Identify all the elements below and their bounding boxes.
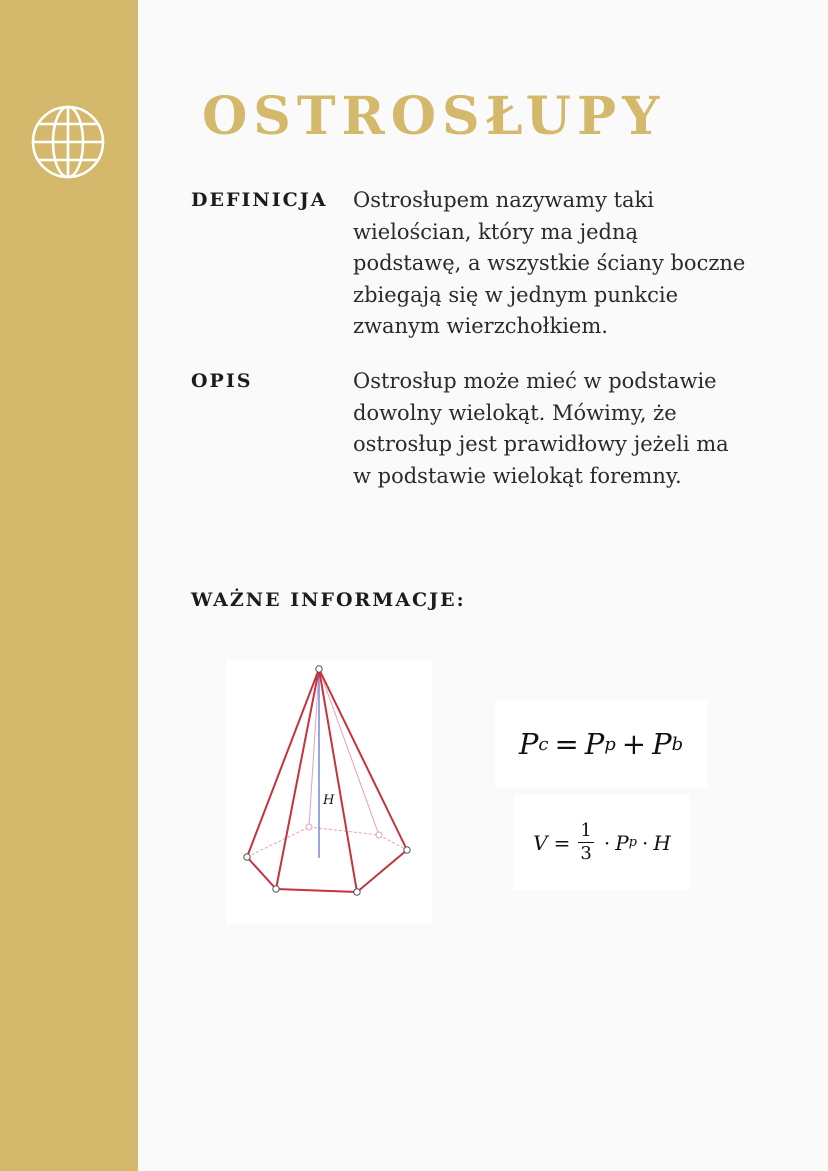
formula-subscript: p: [604, 733, 616, 755]
description-line: ostrosłup jest prawidłowy jeżeli ma: [353, 432, 729, 456]
formula-symbol: P: [584, 727, 605, 761]
formula-operator: =: [553, 830, 571, 855]
definition-line: podstawę, a wszystkie ściany boczne: [353, 251, 746, 275]
important-heading: WAŻNE INFORMACJE:: [191, 589, 466, 611]
pyramid-diagram: [226, 660, 432, 924]
fraction: [578, 821, 593, 864]
formula-operator: +: [621, 727, 647, 761]
total-area-formula: [495, 700, 707, 788]
sidebar: [0, 0, 138, 1171]
formula-symbol: P: [615, 830, 629, 855]
definition-line: wielościan, który ma jedną: [353, 219, 639, 244]
description-line: Ostrosłup może mieć w podstawie: [353, 369, 717, 393]
height-label: H: [323, 793, 335, 808]
formula-symbol: P: [518, 727, 539, 761]
formula-subscript: c: [538, 733, 549, 755]
formula-operator: =: [554, 727, 579, 761]
definition-line: zwanym wierzchołkiem.: [353, 314, 608, 338]
description-label: OPIS: [191, 370, 253, 392]
pyramid-figure: [226, 660, 432, 924]
description-text: [353, 366, 793, 492]
fraction-numerator: 1: [580, 820, 592, 841]
formula-operator: ·: [603, 830, 611, 855]
definition-label: DEFINICJA: [191, 189, 328, 211]
definition-line: zbiegają się w jednym punkcie: [353, 282, 679, 307]
formula-subscript: b: [671, 733, 684, 755]
description-line: dowolny wielokąt. Mówimy, że: [353, 400, 677, 425]
formula-operator: ·: [642, 830, 649, 855]
formula-symbol: P: [652, 727, 672, 761]
description-line: w podstawie wielokąt foremny.: [353, 463, 682, 488]
globe-icon: [30, 104, 106, 180]
formula-subscript: p: [628, 835, 637, 850]
definition-text: [353, 185, 793, 343]
definition-line: Ostrosłupem nazywamy taki: [353, 188, 655, 212]
volume-formula: [514, 795, 690, 890]
fraction-denominator: 3: [580, 843, 592, 864]
page-title: OSTROSŁUPY: [202, 86, 666, 147]
formula-symbol: H: [653, 830, 671, 855]
formula-symbol: V: [533, 830, 548, 855]
